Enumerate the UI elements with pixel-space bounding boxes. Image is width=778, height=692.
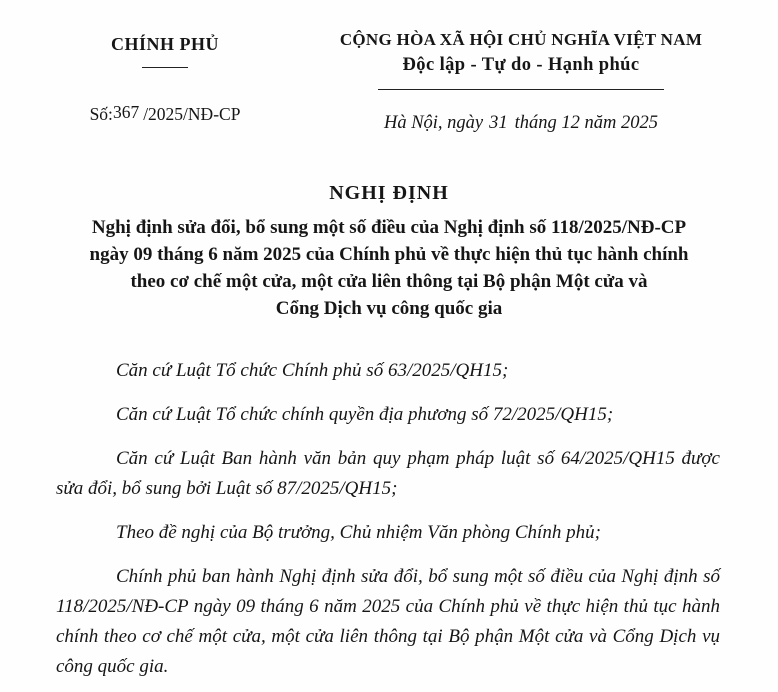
document-body [0, 356, 778, 682]
document-title-block [0, 182, 778, 322]
document-number-prefix: Số: [89, 104, 113, 124]
enactment-paragraph: Chính phủ ban hành Nghị định sửa đổi, bổ sung một số điều của Nghị định số 118/2025/NĐ-CP ngày 09 tháng 6 năm 2025 của Chính phủ về thực hiện thủ tục hành chính theo cơ chế một cửa, một cửa liên thông tại Bộ phận Một cửa và Cổng Dịch vụ công quốc gia. [56, 566, 720, 677]
place-and-date [304, 113, 738, 134]
issuing-authority-name: CHÍNH PHỦ [111, 34, 219, 54]
legal-basis-paragraph: Căn cứ Luật Tổ chức Chính phủ số 63/2025/QH15; [116, 360, 509, 381]
legal-basis-paragraph: Căn cứ Luật Tổ chức chính quyền địa phương số 72/2025/QH15; [116, 404, 614, 425]
document-header [0, 30, 778, 134]
national-motto-divider [378, 89, 664, 90]
national-motto: Độc lập - Tự do - Hạnh phúc [402, 55, 640, 75]
place-date-day: 31 [489, 113, 508, 133]
subtitle-line: theo cơ chế một cửa, một cửa liên thông tại Bộ phận Một cửa và [130, 271, 648, 292]
proposal-paragraph: Theo đề nghị của Bộ trưởng, Chủ nhiệm Văn phòng Chính phủ; [116, 522, 601, 543]
legal-basis-paragraph: Căn cứ Luật Ban hành văn bản quy phạm pháp luật số 64/2025/QH15 được sửa đổi, bổ sung bởi Luật số 87/2025/QH15; [56, 448, 720, 499]
national-name: CỘNG HÒA XÃ HỘI CHỦ NGHĨA VIỆT NAM [339, 30, 703, 49]
issuing-authority-divider [142, 67, 188, 68]
document-type-heading: NGHỊ ĐỊNH [329, 182, 449, 204]
place-date-suffix: tháng 12 năm 2025 [514, 113, 659, 133]
subtitle-line: Cổng Dịch vụ công quốc gia [275, 298, 503, 319]
document-number [40, 104, 290, 125]
issuing-authority-block [40, 30, 290, 125]
national-header-block [290, 30, 738, 134]
place-date-prefix: Hà Nội, ngày [383, 113, 484, 133]
document-subtitle [0, 214, 778, 322]
document-number-suffix: /2025/NĐ-CP [143, 104, 241, 124]
subtitle-line: ngày 09 tháng 6 năm 2025 của Chính phủ về thực hiện thủ tục hành chính [89, 244, 689, 265]
subtitle-line: Nghị định sửa đổi, bổ sung một số điều của Nghị định số 118/2025/NĐ-CP [91, 217, 687, 238]
document-number-value: 367 [112, 102, 140, 122]
